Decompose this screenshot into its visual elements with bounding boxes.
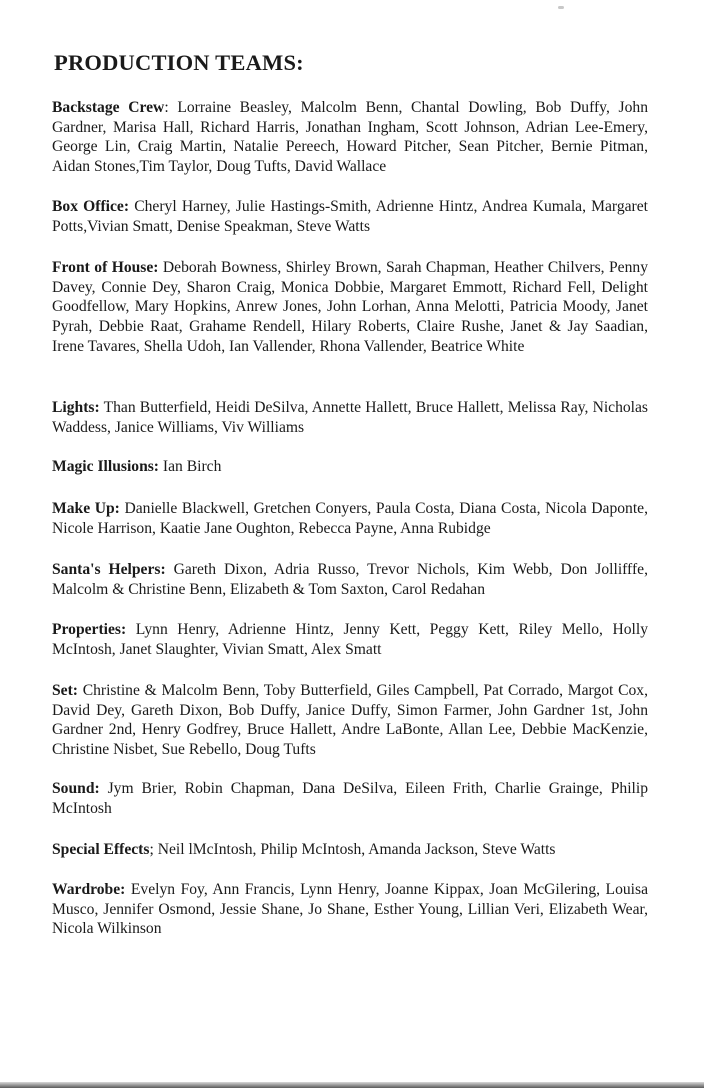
team-sound [52, 779, 648, 818]
team-label: Front of House: [52, 259, 159, 276]
team-names: Christine & Malcolm Benn, Toby Butterfield, Giles Campbell, Pat Corrado, Margot Cox, David Dey, Gareth Dixon, Bob Duffy, Janice Duffy, Simon Farmer, John Gardner 1st, John Gardner 2nd, Henry Godfrey, Bruce Hallett, Andre LaBonte, Allan Lee, Debbie MacKenzie, Christine Nisbet, Sue Rebello, Doug Tufts [52, 682, 648, 759]
team-names: Danielle Blackwell, Gretchen Conyers, Paula Costa, Diana Costa, Nicola Daponte, Nicole Harrison, Kaatie Jane Oughton, Rebecca Payne, Anna Rubidge [52, 500, 648, 537]
team-names: Cheryl Harney, Julie Hastings-Smith, Adrienne Hintz, Andrea Kumala, Margaret Potts,Vivian Smatt, Denise Speakman, Steve Watts [52, 198, 648, 235]
team-wardrobe [52, 880, 648, 939]
team-names: Lorraine Beasley, Malcolm Benn, Chantal Dowling, Bob Duffy, John Gardner, Marisa Hall, Richard Harris, Jonathan Ingham, Scott Johnson, Adrian Lee-Emery, George Lin, Craig Martin, Natalie Pereech, Howard Pitcher, Sean Pitcher, Bernie Pitman, Aidan Stones,Tim Taylor, Doug Tufts, David Wallace [52, 99, 648, 176]
team-lights [52, 398, 648, 437]
team-label: Box Office: [52, 198, 130, 215]
team-label: Make Up: [52, 500, 120, 517]
team-label: Santa's Helpers: [52, 561, 166, 578]
team-label: Properties: [52, 621, 127, 638]
team-magic-illusions [52, 457, 648, 477]
team-set [52, 681, 648, 760]
team-label: Lights: [52, 399, 100, 416]
team-separator: ; [149, 841, 154, 858]
team-box-office [52, 197, 648, 236]
team-label: Special Effects [52, 841, 150, 858]
team-names: Evelyn Foy, Ann Francis, Lynn Henry, Joanne Kippax, Joan McGilering, Louisa Musco, Jennifer Osmond, Jessie Shane, Jo Shane, Esther Young, Lillian Veri, Elizabeth Wear, Nicola Wilkinson [52, 881, 648, 938]
team-names: Lynn Henry, Adrienne Hintz, Jenny Kett, Peggy Kett, Riley Mello, Holly McIntosh, Janet Slaughter, Vivian Smatt, Alex Smatt [52, 621, 648, 658]
team-names: Than Butterfield, Heidi DeSilva, Annette Hallett, Bruce Hallett, Melissa Ray, Nicholas Waddess, Janice Williams, Viv Williams [52, 399, 648, 436]
scan-bottom-edge [0, 1082, 704, 1088]
team-backstage-crew [52, 98, 648, 177]
team-names: Gareth Dixon, Adria Russo, Trevor Nichols, Kim Webb, Don Jollifffe, Malcolm & Christine Benn, Elizabeth & Tom Saxton, Carol Redahan [52, 561, 648, 598]
page-title: PRODUCTION TEAMS: [54, 50, 304, 75]
team-make-up [52, 499, 648, 538]
team-label: Backstage Crew [52, 99, 165, 116]
team-label: Wardrobe: [52, 881, 126, 898]
team-special-effects [52, 840, 648, 860]
team-label: Set: [52, 682, 78, 699]
team-names: Deborah Bowness, Shirley Brown, Sarah Chapman, Heather Chilvers, Penny Davey, Connie Dey, Sharon Craig, Monica Dobbie, Margaret Emmott, Richard Fell, Delight Goodfellow, Mary Hopkins, Anrew Jones, John Lorhan, Anna Melotti, Patricia Moody, Janet Pyrah, Debbie Raat, Grahame Rendell, Hilary Roberts, Claire Rushe, Janet & Jay Saadian, Irene Tavares, Shella Udoh, Ian Vallender, Rhona Vallender, Beatrice White [52, 259, 648, 355]
team-santas-helpers [52, 560, 648, 599]
team-front-of-house [52, 258, 648, 357]
team-separator: : [164, 99, 169, 116]
scan-speck [558, 6, 564, 9]
team-properties [52, 620, 648, 659]
team-names: Jym Brier, Robin Chapman, Dana DeSilva, Eileen Frith, Charlie Grainge, Philip McIntosh [52, 780, 648, 817]
team-names: Neil lMcIntosh, Philip McIntosh, Amanda Jackson, Steve Watts [153, 841, 556, 858]
team-names: Ian Birch [159, 458, 222, 475]
team-label: Magic Illusions: [52, 458, 160, 475]
team-label: Sound: [52, 780, 100, 797]
